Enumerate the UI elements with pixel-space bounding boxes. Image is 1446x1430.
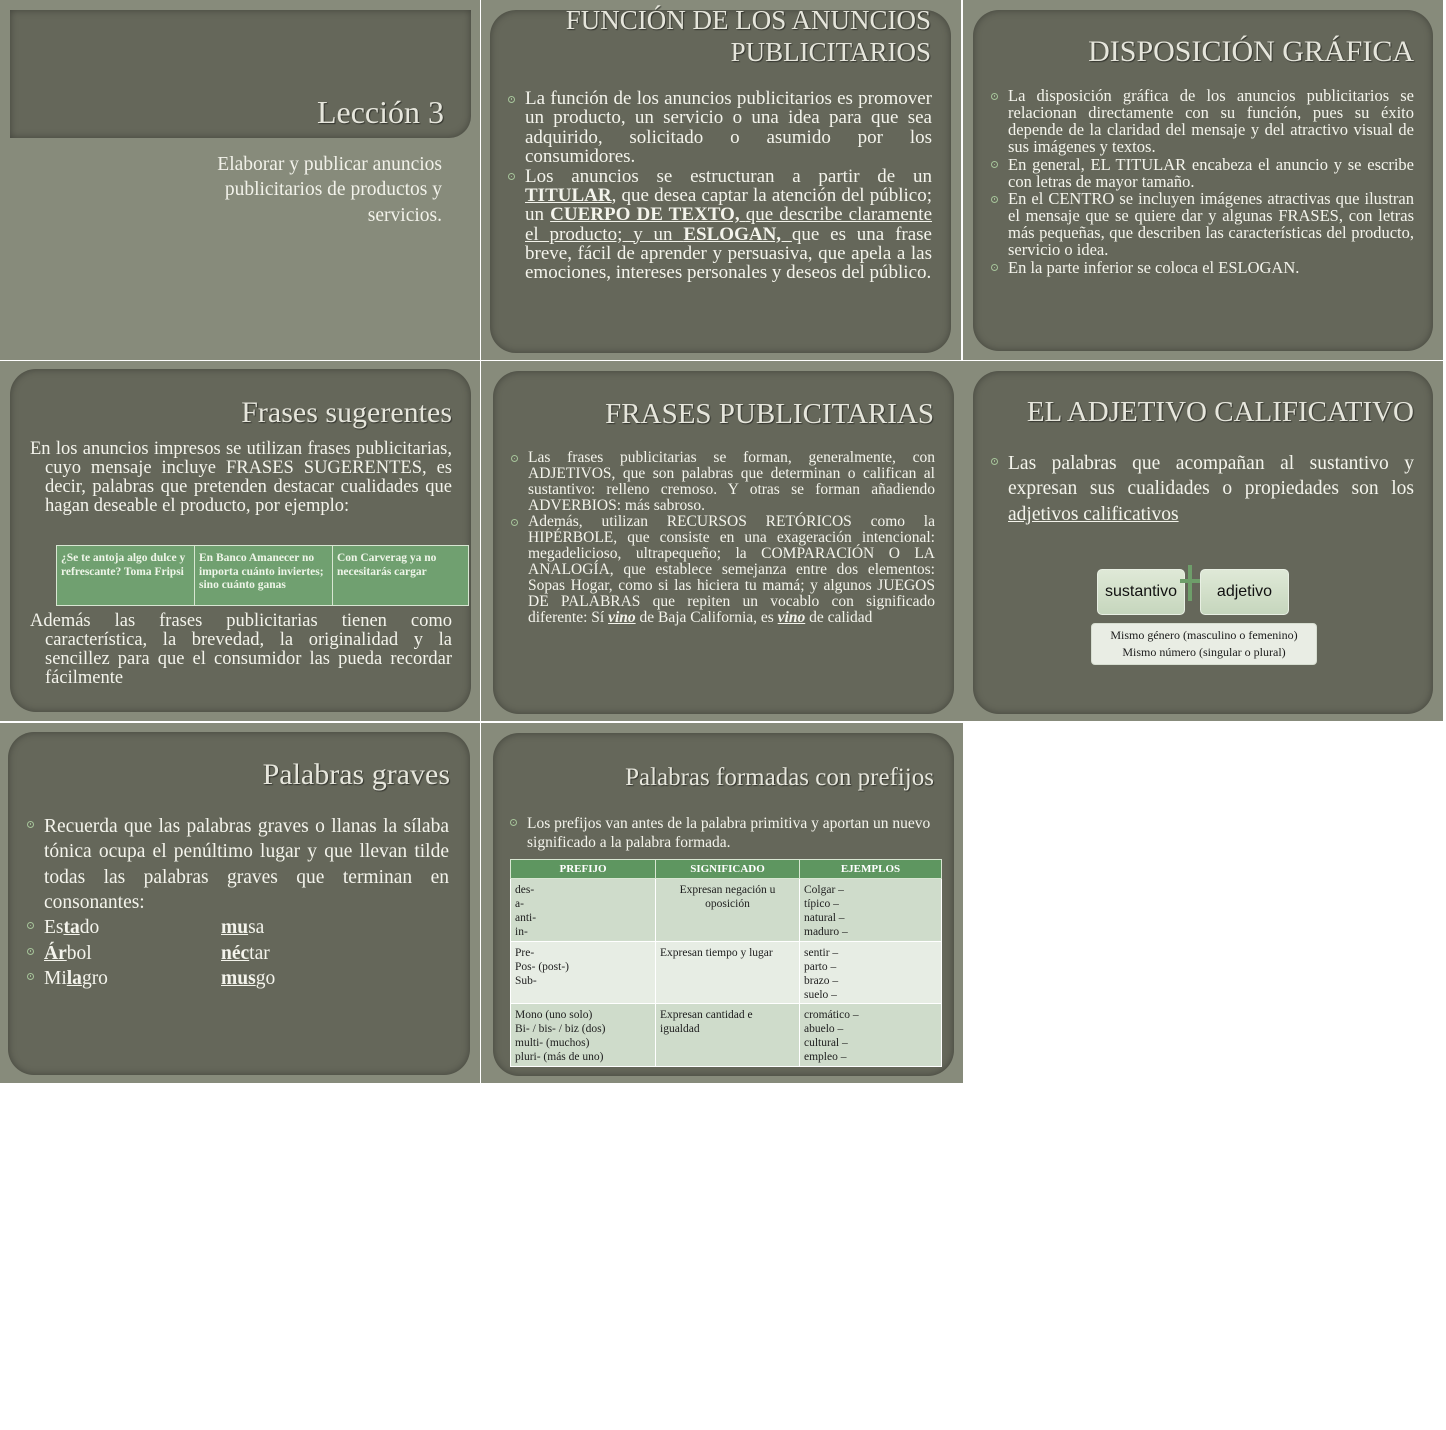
bullet-text: La función de los anuncios publicitarios es promover un producto, un servicio o una idea para que sea adquirido, solicitado o asumido por los consumidores. (525, 88, 932, 168)
example-cell: Con Carverag ya no necesitarás cargar (333, 546, 469, 606)
bullet-item (508, 89, 932, 167)
keyword-eslogan: ESLOGAN, (683, 223, 792, 245)
agreement-note (1091, 623, 1317, 665)
bullet-icon (991, 161, 998, 168)
slide-title: FRASES PUBLICITARIAS (605, 398, 934, 430)
examples-table (56, 545, 469, 606)
box-adjetivo: adjetivo (1200, 569, 1289, 615)
bullet-text: Los anuncios se estructuran a partir de un (525, 165, 932, 187)
slide-body (991, 451, 1414, 527)
bullet-item (27, 814, 449, 915)
table-cell: Expresan negación u oposición (656, 879, 800, 942)
bullet-text: En la parte inferior se coloca el ESLOGAN. (1008, 257, 1300, 277)
bullet-item (508, 167, 932, 283)
bullet-text: Además, utilizan RECURSOS RETÓRICOS como la HIPÉRBOLE, que consiste en una exageración intencional: megadelicioso, ultrapequeño; la COMPARACIÓN O LA ANALOGÍA, que establece semejanza entre dos elementos: Sopas Hogar, como si las hiciera tu mamá; y algunos JUEGOS DE PALABRAS que repiten un vocablo con significado diferente: Sí (528, 512, 935, 626)
slide-adjetivo-calificativo[interactable] (963, 361, 1443, 721)
slide-title: Palabras graves (262, 758, 450, 791)
prefix-table (510, 859, 942, 1067)
table-cell: Mono (uno solo) Bi- / bis- / biz (dos) multi- (muchos) pluri- (más de uno) (511, 1004, 656, 1067)
slide-subtitle: Elaborar y publicar anuncios publicitarios de productos y servicios. (217, 154, 442, 226)
keyword-cuerpo: CUERPO DE TEXTO, (550, 204, 746, 226)
slide-leccion-3[interactable] (0, 0, 480, 360)
note-number: Mismo número (singular o plural) (1122, 645, 1286, 660)
word-part: Es (44, 917, 64, 939)
word-part: sa (248, 917, 265, 939)
col-header-ejemplos: EJEMPLOS (800, 860, 942, 879)
slide-palabras-prefijos[interactable] (481, 723, 963, 1083)
slide-frases-publicitarias[interactable] (481, 361, 963, 721)
tonic-syllable: la (66, 968, 82, 990)
link-adjetivos-calificativos[interactable]: adjetivos calificativos (1008, 503, 1179, 525)
tonic-syllable: mu (221, 917, 249, 939)
word-part: tar (249, 942, 270, 964)
tonic-syllable: néc (221, 942, 250, 964)
bullet-text: En general, EL TITULAR encabeza el anuncio y se escribe con letras de mayor tamaño. (1008, 154, 1414, 191)
slide-body (27, 814, 449, 991)
example-cell: En Banco Amanecer no importa cuánto inviertes; sino cuánto ganas (195, 546, 333, 606)
table-cell: sentir – parto – brazo – suelo – (800, 942, 942, 1004)
wordplay-vino-2: vino (777, 608, 806, 626)
bullet-text: La disposición gráfica de los anuncios publicitarios se relacionan directamente con su función, pues su éxito depende de la claridad del mensaje y del atractivo visual de sus imágenes y textos. (1008, 86, 1414, 157)
bullet-icon (511, 455, 518, 462)
word-part: gro (81, 968, 108, 990)
bullet-icon (27, 922, 34, 929)
bullet-text: Los prefijos van antes de la palabra primitiva y aportan un nuevo significado a la palabra formada. (527, 815, 931, 852)
slide-title: EL ADJETIVO CALIFICATIVO (1026, 396, 1414, 428)
example-cell: ¿Se te antoja algo dulce y refrescante? Toma Fripsi (57, 546, 195, 606)
col-header-significado: SIGNIFICADO (656, 860, 800, 879)
slide-body (991, 87, 1414, 276)
slide-frases-sugerentes[interactable] (0, 361, 480, 721)
bullet-icon (508, 96, 515, 103)
bullet-item (991, 156, 1414, 190)
bullet-item (991, 190, 1414, 259)
slide-disposicion-grafica[interactable] (963, 0, 1443, 360)
paragraph-characteristics: Además las frases publicitarias tienen como característica, la brevedad, la originalidad y la sencillez para que el consumidor las pueda recordar fácilmente (30, 611, 452, 689)
slide-title: Frases sugerentes (241, 396, 452, 429)
bullet-icon (27, 821, 34, 828)
title-line-2: PUBLICITARIOS (730, 37, 931, 68)
bullet-icon (991, 458, 998, 465)
table-cell: Colgar – típico – natural – maduro – (800, 879, 942, 942)
bullet-text: que describe claramente el producto; y un (525, 204, 933, 245)
slide-body (508, 89, 932, 283)
bullet-text: , que desea captar la atención del público; un (525, 184, 932, 226)
tonic-syllable: mus (221, 968, 256, 990)
slide-funcion-anuncios[interactable] (481, 0, 961, 360)
tonic-syllable: ta (63, 917, 80, 939)
bullet-item (991, 451, 1414, 527)
word-row (27, 966, 449, 991)
word-row (27, 915, 449, 940)
bullet-item (991, 259, 1414, 276)
box-sustantivo: sustantivo (1097, 569, 1185, 615)
keyword-titular: TITULAR (525, 184, 612, 206)
bullet-icon (27, 973, 34, 980)
bullet-icon (511, 519, 518, 526)
word-row (27, 941, 449, 966)
table-cell: Pre- Pos- (post-) Sub- (511, 942, 656, 1004)
col-header-prefijo: PREFIJO (511, 860, 656, 879)
tonic-syllable: Ár (44, 942, 67, 964)
bullet-icon (27, 948, 34, 955)
paragraph-intro: En los anuncios impresos se utilizan frases publicitarias, cuyo mensaje incluye FRASES SUGERENTES, es decir, palabras que pretenden destacar cualidades que hagan deseable el producto, por ejemplo: (30, 439, 452, 517)
bullet-text: En el CENTRO se incluyen imágenes atractivas que ilustran el mensaje que se quiere dar y algunas FRASES, con letras más pequeñas, que describen las características del producto, servicio o idea. (1008, 188, 1414, 260)
slide-title: Lección 3 (316, 94, 444, 130)
title-line-1: FUNCIÓN DE LOS ANUNCIOS (565, 5, 931, 35)
bullet-text: que es una frase breve, fácil de aprender y persuasiva, que apela a las emociones, intereses personales y deseos del público. (525, 223, 932, 284)
slide-title: DISPOSICIÓN GRÁFICA (1088, 35, 1414, 68)
bullet-item (511, 450, 935, 514)
bullet-text: de calidad (805, 608, 873, 626)
bullet-text: Recuerda que las palabras graves o llanas la sílaba tónica ocupa el penúltimo lugar y que llevan tilde todas las palabras graves que terminan en consonantes: (44, 816, 449, 914)
bullet-icon (991, 264, 998, 271)
word-part: Mi (44, 968, 67, 990)
plus-icon (1180, 565, 1200, 601)
slide-title (566, 6, 931, 67)
table-cell: Expresan tiempo y lugar (656, 942, 800, 1004)
bullet-text: Las frases publicitarias se forman, generalmente, con ADJETIVOS, que son palabras que determinan o califican al sustantivo: relleno cremoso. Y otras se forman añadiendo ADVERBIOS: más sabroso. (528, 449, 935, 514)
bullet-item (510, 814, 934, 853)
table-cell: Expresan cantidad e igualdad (656, 1004, 800, 1067)
wordplay-vino-1: vino (608, 608, 636, 626)
word-part: go (255, 968, 276, 990)
slide-body (511, 450, 935, 625)
bullet-text: Las palabras que acompañan al sustantivo y expresan sus cualidades o propiedades son los (1008, 453, 1414, 500)
note-gender: Mismo género (masculino o femenino) (1110, 628, 1298, 642)
bullet-item (511, 514, 935, 626)
bullet-item (991, 87, 1414, 156)
bullet-icon (991, 93, 998, 100)
bullet-text: de Baja California, es (635, 608, 778, 626)
slide-palabras-graves[interactable] (0, 723, 480, 1083)
word-part: bol (66, 942, 92, 964)
word-part: do (79, 917, 100, 939)
bullet-icon (508, 173, 515, 180)
table-cell: des- a- anti- in- (511, 879, 656, 942)
slide-title: Palabras formadas con prefijos (625, 764, 934, 791)
bullet-icon (510, 819, 517, 826)
slide-body (510, 814, 934, 853)
bullet-icon (991, 196, 998, 203)
table-cell: cromático – abuelo – cultural – empleo – (800, 1004, 942, 1067)
